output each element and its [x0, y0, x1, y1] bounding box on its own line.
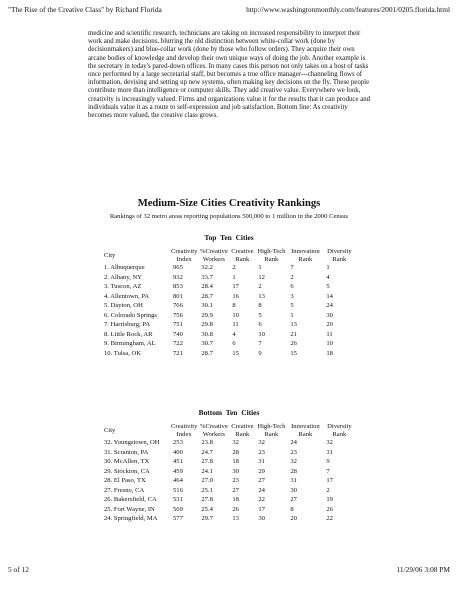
innovation-rank-cell: 2: [290, 273, 294, 281]
creative-rank-cell: 18: [232, 458, 239, 466]
hightech-rank-cell: 8: [258, 302, 262, 310]
table-row: [103, 301, 355, 311]
hightech-rank-cell: 30: [258, 515, 265, 523]
creativity-index-cell: 751: [173, 321, 183, 329]
creativity-index-cell: 965: [173, 264, 183, 272]
creative-rank-cell: 27: [232, 486, 239, 494]
column-header-creativity-index: Creativity Index: [171, 248, 198, 263]
creativity-index-cell: 721: [173, 349, 183, 357]
creative-rank-cell: 15: [232, 349, 239, 357]
creativity-index-cell: 766: [173, 302, 183, 310]
innovation-rank-cell: 13: [290, 321, 297, 329]
city-cell: 9. Birmingham, AL: [104, 340, 156, 348]
hightech-rank-cell: 23: [258, 448, 265, 456]
innovation-rank-cell: 30: [290, 486, 297, 494]
column-header-city: City: [104, 251, 116, 259]
diversity-rank-cell: 1: [326, 264, 330, 272]
diversity-rank-cell: 31: [326, 448, 333, 456]
hightech-rank-cell: 5: [258, 311, 262, 319]
creativity-index-cell: 464: [173, 477, 183, 485]
column-header-creative-rank: Creative Rank: [231, 423, 254, 438]
creative-workers-cell: 30.8: [201, 330, 213, 338]
innovation-rank-cell: 5: [290, 302, 294, 310]
creative-workers-cell: 30.1: [201, 302, 213, 310]
creative-rank-cell: 16: [232, 292, 239, 300]
column-header-creative-rank: Creative Rank: [231, 248, 254, 263]
page-number: 5 of 12: [8, 565, 29, 574]
creative-workers-cell: 24.7: [201, 448, 213, 456]
diversity-rank-cell: 11: [326, 330, 333, 338]
city-cell: 26. Bakersfield, CA: [104, 496, 157, 504]
table-row: [103, 448, 355, 458]
hightech-rank-cell: 13: [258, 292, 265, 300]
creativity-index-cell: 451: [173, 458, 183, 466]
city-cell: 6. Colorado Springs: [104, 311, 157, 319]
table-row: [103, 457, 355, 467]
table-row: [103, 282, 355, 292]
rankings-title: Medium-Size Cities Creativity Rankings: [137, 198, 321, 209]
table-row: [103, 467, 355, 477]
table-row: [103, 339, 355, 349]
article-paragraph: medicine and scientific research, technicians are taking on increased responsibility to interpret their work and make decisions, blurring the old distinction between white-collar work (done by decisionmakers) and blue-collar work (done by those who follow orders). They acquire their own arcane bodies of knowledge and develop their own unique ways of doing the job. Another example is the secretary in today's pared-down offices. In many cases this person not only takes on a host of tasks once performed by a large secretarial staff, but becomes a true office manager---channeling flows of information, devising and setting up new systems, often making key decisions on the fly. These people contribute more than intelligence or computer skills. They add creative value. Everywhere we look, creativity is increasingly valued. Firms and organizations value it for the results that it can produce and individuals value it as a route to self-expression and job satisfaction. Bottom line: As creativity becomes more valued, the creative class grows.: [88, 30, 371, 120]
creativity-index-cell: 253: [173, 439, 183, 447]
creative-rank-cell: 11: [232, 321, 239, 329]
city-cell: 29. Stockton, CA: [104, 467, 150, 475]
table-row: [103, 330, 355, 340]
innovation-rank-cell: 20: [290, 515, 297, 523]
city-cell: 2. Albany, NY: [104, 273, 143, 281]
table-row: [103, 476, 355, 486]
creativity-index-cell: 740: [173, 330, 183, 338]
hightech-rank-cell: 24: [258, 486, 265, 494]
innovation-rank-cell: 28: [290, 467, 297, 475]
column-header-diversity-rank: Diversity Rank: [327, 248, 352, 263]
hightech-rank-cell: 9: [258, 349, 262, 357]
innovation-rank-cell: 6: [290, 283, 294, 291]
creative-rank-cell: 32: [232, 439, 239, 447]
creativity-index-cell: 400: [173, 448, 183, 456]
creative-rank-cell: 17: [232, 283, 239, 291]
table-row: [103, 438, 355, 448]
city-cell: 8. Little Rock, AR: [104, 330, 153, 338]
column-header-innovation-rank: Innovation Rank: [291, 423, 320, 438]
creative-workers-cell: 28.4: [201, 283, 213, 291]
diversity-rank-cell: 22: [326, 515, 333, 523]
rankings-subtitle: Rankings of 32 metro areas reporting populations 500,000 to 1 million in the 2000 Census: [109, 213, 349, 220]
creativity-index-cell: 577: [173, 515, 183, 523]
hightech-rank-cell: 7: [258, 340, 262, 348]
diversity-rank-cell: 19: [326, 496, 333, 504]
city-cell: 31. Scranton, PA: [104, 448, 149, 456]
hightech-rank-cell: 29: [258, 467, 265, 475]
table-row: [103, 505, 355, 515]
creative-workers-cell: 27.8: [201, 458, 213, 466]
hightech-rank-cell: 22: [258, 496, 265, 504]
creative-rank-cell: 23: [232, 477, 239, 485]
innovation-rank-cell: 27: [290, 496, 297, 504]
creativity-index-cell: 531: [173, 496, 183, 504]
city-cell: 32. Youngstown, OH: [104, 439, 160, 447]
top-ten-rows: [103, 263, 355, 358]
diversity-rank-cell: 24: [326, 302, 333, 310]
creative-workers-cell: 28.7: [201, 292, 213, 300]
hightech-rank-cell: 6: [258, 321, 262, 329]
page-header-title: "The Rise of the Creative Class" by Richard Florida: [8, 5, 162, 14]
bottom-ten-heading: Bottom Ten Cities: [198, 408, 260, 417]
page-header-url: http://www.washingtonmonthly.com/features/2001/0205.florida.html: [246, 5, 450, 14]
creative-workers-cell: 27.0: [201, 477, 213, 485]
city-cell: 24. Springfield, MA: [104, 515, 158, 523]
diversity-rank-cell: 26: [326, 505, 333, 513]
diversity-rank-cell: 18: [326, 349, 333, 357]
creative-workers-cell: 29.7: [201, 515, 213, 523]
hightech-rank-cell: 10: [258, 330, 265, 338]
city-cell: 1. Albuquerque: [104, 264, 145, 272]
creativity-index-cell: 722: [173, 340, 183, 348]
table-row: [103, 292, 355, 302]
innovation-rank-cell: 8: [290, 505, 294, 513]
city-cell: 7. Harrisburg, PA: [104, 321, 151, 329]
city-cell: 3. Tuscon, AZ: [104, 283, 142, 291]
creative-workers-cell: 29.8: [201, 321, 213, 329]
creative-rank-cell: 1: [232, 273, 236, 281]
city-cell: 25. Fort Wayne, IN: [104, 505, 155, 513]
creative-workers-cell: 27.8: [201, 496, 213, 504]
hightech-rank-cell: 17: [258, 505, 265, 513]
column-header-city: City: [104, 426, 116, 434]
column-header-diversity-rank: Diversity Rank: [327, 423, 352, 438]
column-header-creative-workers: %Creative Workers: [199, 248, 228, 263]
city-cell: 10. Tulsa, OK: [104, 349, 142, 357]
table-header-row: [103, 423, 355, 438]
hightech-rank-cell: 27: [258, 477, 265, 485]
diversity-rank-cell: 32: [326, 439, 333, 447]
table-header-row: [103, 248, 355, 263]
creative-rank-cell: 6: [232, 340, 236, 348]
table-row: [103, 349, 355, 359]
column-header-hightech-rank: High-Tech Rank: [257, 423, 286, 438]
city-cell: 28. El Paso, TX: [104, 477, 146, 485]
creative-workers-cell: 28.7: [201, 349, 213, 357]
diversity-rank-cell: 7: [326, 467, 330, 475]
column-header-hightech-rank: High-Tech Rank: [257, 248, 286, 263]
table-row: [103, 273, 355, 283]
innovation-rank-cell: 26: [290, 340, 297, 348]
creative-workers-cell: 33.7: [201, 273, 213, 281]
creativity-index-cell: 932: [173, 273, 183, 281]
print-datetime: 11/29/06 3:08 PM: [396, 565, 450, 574]
table-row: [103, 263, 355, 273]
column-header-creative-workers: %Creative Workers: [199, 423, 228, 438]
creative-workers-cell: 23.8: [201, 439, 213, 447]
city-cell: 4. Allentown, PA: [104, 292, 150, 300]
creative-rank-cell: 4: [232, 330, 236, 338]
diversity-rank-cell: 5: [326, 283, 330, 291]
creative-workers-cell: 30.7: [201, 340, 213, 348]
diversity-rank-cell: 4: [326, 273, 330, 281]
hightech-rank-cell: 12: [258, 273, 265, 281]
table-row: [103, 320, 355, 330]
table-row: [103, 311, 355, 321]
diversity-rank-cell: 2: [326, 486, 330, 494]
creative-rank-cell: 30: [232, 467, 239, 475]
creative-rank-cell: 10: [232, 311, 239, 319]
creative-rank-cell: 13: [232, 515, 239, 523]
column-header-innovation-rank: Innovation Rank: [291, 248, 320, 263]
diversity-rank-cell: 17: [326, 477, 333, 485]
innovation-rank-cell: 24: [290, 439, 297, 447]
creative-workers-cell: 32.2: [201, 264, 213, 272]
creativity-index-cell: 516: [173, 486, 183, 494]
top-ten-heading: Top Ten Cities: [204, 233, 254, 242]
creative-workers-cell: 25.4: [201, 505, 213, 513]
creativity-index-cell: 569: [173, 505, 183, 513]
bottom-ten-rows: [103, 438, 355, 524]
innovation-rank-cell: 32: [290, 458, 297, 466]
hightech-rank-cell: 32: [258, 439, 265, 447]
column-header-creativity-index: Creativity Index: [171, 423, 198, 438]
creative-workers-cell: 25.1: [201, 486, 213, 494]
creative-workers-cell: 24.1: [201, 467, 213, 475]
innovation-rank-cell: 15: [290, 349, 297, 357]
hightech-rank-cell: 1: [258, 264, 262, 272]
creative-rank-cell: 28: [232, 448, 239, 456]
city-cell: 27. Fresno, CA: [104, 486, 145, 494]
creativity-index-cell: 459: [173, 467, 183, 475]
diversity-rank-cell: 30: [326, 311, 333, 319]
city-cell: 30. McAllen, TX: [104, 458, 150, 466]
creative-workers-cell: 29.9: [201, 311, 213, 319]
innovation-rank-cell: 21: [290, 330, 297, 338]
top-ten-table: [103, 248, 355, 358]
diversity-rank-cell: 10: [326, 340, 333, 348]
innovation-rank-cell: 23: [290, 448, 297, 456]
creativity-index-cell: 801: [173, 292, 183, 300]
diversity-rank-cell: 20: [326, 321, 333, 329]
creativity-index-cell: 853: [173, 283, 183, 291]
creative-rank-cell: 18: [232, 496, 239, 504]
table-row: [103, 486, 355, 496]
innovation-rank-cell: 3: [290, 292, 294, 300]
creative-rank-cell: 26: [232, 505, 239, 513]
diversity-rank-cell: 14: [326, 292, 333, 300]
diversity-rank-cell: 9: [326, 458, 330, 466]
city-cell: 5. Dayton, OH: [104, 302, 143, 310]
innovation-rank-cell: 31: [290, 477, 297, 485]
bottom-ten-table: [103, 423, 355, 524]
hightech-rank-cell: 31: [258, 458, 265, 466]
hightech-rank-cell: 2: [258, 283, 262, 291]
innovation-rank-cell: 7: [290, 264, 294, 272]
creative-rank-cell: 2: [232, 264, 236, 272]
innovation-rank-cell: 1: [290, 311, 294, 319]
creativity-index-cell: 756: [173, 311, 183, 319]
table-row: [103, 514, 355, 524]
creative-rank-cell: 8: [232, 302, 236, 310]
table-row: [103, 495, 355, 505]
